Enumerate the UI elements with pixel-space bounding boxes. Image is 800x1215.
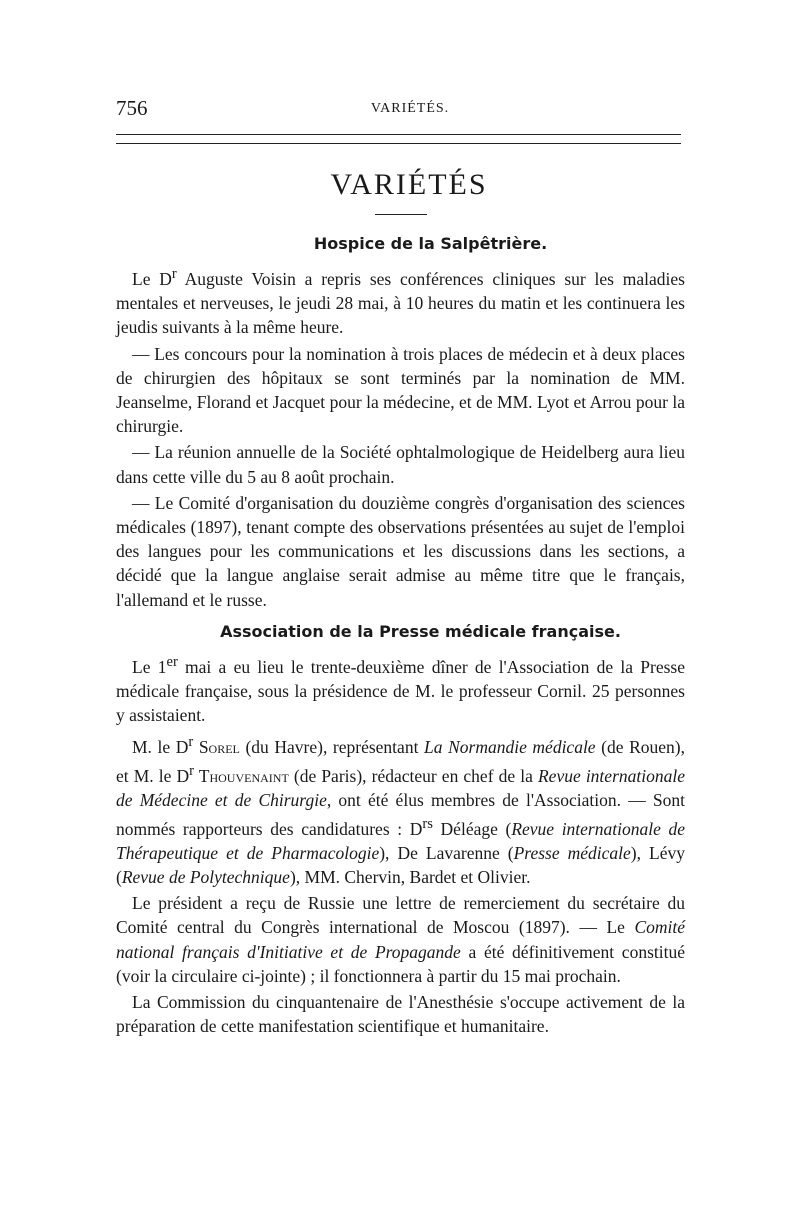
text: ), De Lavarenne ( [379, 842, 514, 863]
small-caps-name: Thouvenaint [193, 765, 289, 786]
text: (du Havre), représentant [239, 736, 425, 757]
text: M. le D [132, 736, 189, 757]
superscript: rs [422, 815, 433, 832]
small-caps-name: Sorel [193, 736, 240, 757]
paragraph: — Les concours pour la nomination à trois places de médecin et à deux places de chirurgien des hôpitaux se sont terminés par la nomination de MM. Jeanselme, Florand et Jacquet pour la médecine, et de MM. Lyot et Arrou pour la chirurgie. [116, 343, 685, 437]
paragraph [116, 650, 685, 727]
journal-title: Presse médicale [513, 842, 631, 863]
paragraph [116, 730, 685, 890]
committee-name: Comité national français d'Initiative et de Propagande [116, 917, 685, 962]
paragraph: La Commission du cinquantenaire de l'Anesthésie s'occupe activement de la préparation de cette manifestation scientifique et humanitaire. [116, 992, 685, 1037]
journal-title: Revue de Polytechnique [121, 867, 290, 888]
text: , ont été élus membres de l'Association. — Sont nommés rapporteurs des candidatures : D [116, 789, 685, 839]
article-body [116, 232, 685, 1038]
superscript: er [166, 654, 178, 671]
paragraph [116, 262, 685, 339]
text: ), Lévy ( [116, 842, 685, 888]
superscript: r [189, 762, 194, 779]
text: Le D [132, 269, 172, 290]
header-rule-bottom [116, 143, 681, 144]
superscript: r [171, 266, 177, 283]
paragraph [116, 891, 685, 988]
header-rule-top [116, 134, 681, 135]
text: Le président a reçu de Russie une lettre de remerciement du secrétaire du Comité central du Congrès international de Moscou (1897). — Le [116, 893, 685, 938]
journal-title: Revue internationale de Médecine et de Chirurgie [116, 765, 685, 810]
running-head: VARIÉTÉS. [370, 101, 450, 116]
page-number: 756 [116, 96, 148, 120]
text: a été définitivement constitué (voir la circulaire ci-jointe) ; il fonctionnera à partir du 15 mai prochain. [116, 941, 685, 986]
section-title: VARIÉTÉS [330, 168, 488, 201]
text: (de Rouen), et M. le D [116, 736, 685, 786]
text: (de Paris), rédacteur en chef de la [288, 765, 538, 786]
superscript: r [188, 733, 194, 750]
paragraph: — La réunion annuelle de la Société ophtalmologique de Heidelberg aura lieu dans cette ville du 5 au 8 août prochain. [116, 442, 685, 487]
heading-salpetriere: Hospice de la Salpêtrière. [313, 234, 548, 253]
text: Auguste Voisin a repris ses conférences cliniques sur les maladies mentales et nerveuses, le jeudi 28 mai, à 10 heures du matin et les continuera les jeudis suivants à la même heure. [116, 269, 685, 338]
heading-association-presse: Association de la Presse médicale française. [220, 621, 621, 641]
journal-title: Revue internationale de Thérapeutique et de Pharmacologie [116, 818, 685, 863]
text: mai a eu lieu le trente-deuxième dîner de l'Association de la Presse médicale française, sous la présidence de M. le professeur Cornil. 25 personnes y assistaient. [116, 656, 685, 726]
text: ), MM. Chervin, Bardet et Olivier. [289, 867, 531, 888]
paragraph: — Le Comité d'organisation du douzième congrès d'organisation des sciences médicales (1897), tenant compte des observations présentées au sujet de l'emploi des langues pour les communications et les discussions dans les sections, a décidé que la langue anglaise serait admise au même titre que le français, l'allemand et le russe. [116, 492, 685, 610]
text: Le 1 [132, 656, 167, 677]
journal-title: La Normandie médicale [424, 736, 596, 757]
title-divider [375, 214, 427, 215]
text: Déléage ( [432, 818, 512, 839]
